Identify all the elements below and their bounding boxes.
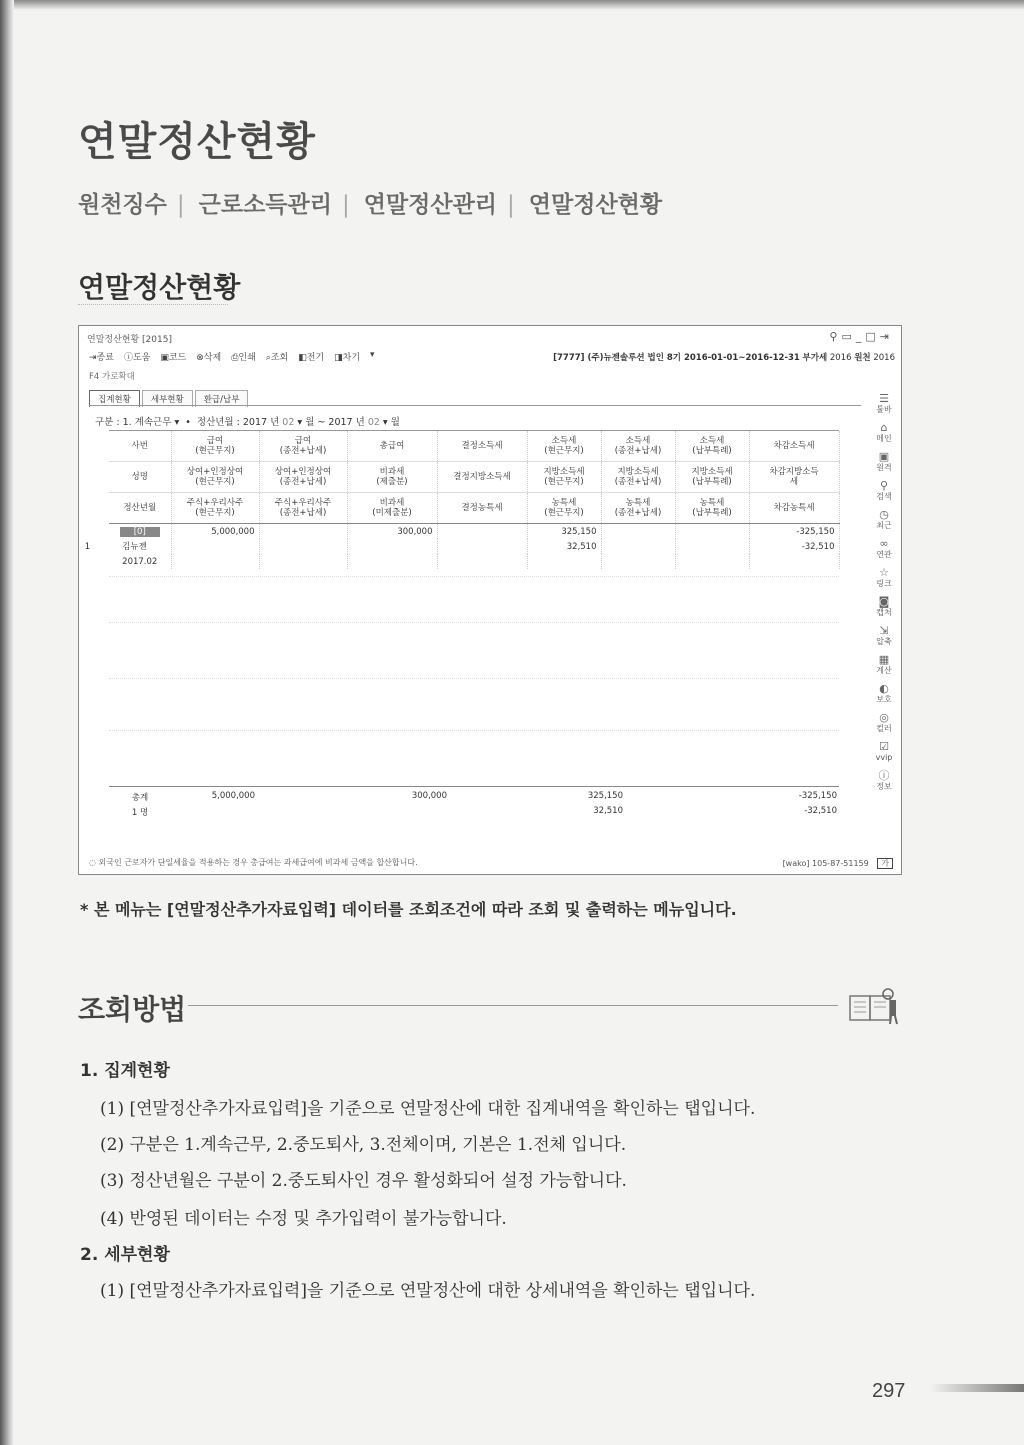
expand-hint[interactable]: F4 가로확대 (89, 372, 135, 382)
totals-count: 1 명 (131, 808, 149, 818)
company-info: [7777] (주)뉴젠솔루션 법인 8기 2016-01-01~2016-12-31 부가세 2016 원천 2016 (553, 353, 895, 363)
data-grid (84, 430, 839, 821)
status-right (783, 858, 893, 869)
exit-icon[interactable]: ⇥ (879, 330, 893, 343)
breadcrumb (78, 186, 666, 219)
tab-summary[interactable]: 집계현황 (89, 390, 140, 407)
section-title: 연말정산현황 (78, 271, 241, 304)
breadcrumb-item: 근로소득관리 (198, 192, 332, 218)
header-cell: 소득세 (납부특례) (675, 431, 749, 462)
breadcrumb-separator: | (507, 192, 515, 218)
scan-top-shadow (0, 0, 1024, 10)
remote-icon[interactable]: ▣ (878, 450, 890, 463)
table-row[interactable] (109, 539, 839, 554)
next-button[interactable]: ◨차기 (334, 353, 361, 363)
tab-divider (89, 405, 861, 406)
header-cell: 결정지방소득세 (437, 462, 527, 493)
local-tax-cell: 32,510 (527, 539, 601, 554)
header-cell: 상여+인정상여 (종전+납세) (259, 462, 347, 493)
paragraph: (3) 정산년월은 구분이 2.중도퇴사인 경우 활성화되어 설정 가능합니다. (100, 1171, 627, 1191)
search-icon[interactable]: ⚲ (829, 330, 842, 343)
status-message: 외국인 근로자가 단일세율을 적용하는 경우 총급여는 과세급여에 비과세 금액을 합산합니다. (98, 858, 418, 867)
header-cell: 주식+우리사주 (종전+납세) (259, 493, 347, 524)
header-cell: 정산년월 (109, 493, 171, 524)
header-cell: 총급여 (347, 431, 437, 462)
header-cell: 차감소득세 (749, 431, 839, 462)
grid-line (109, 622, 839, 623)
window-controls (829, 330, 893, 343)
toolbar (89, 350, 375, 363)
totals-net-income-tax: -325,150 (798, 791, 837, 801)
breadcrumb-item: 원천징수 (78, 192, 167, 218)
camera-icon[interactable]: ◙ (878, 595, 890, 608)
tab-detail[interactable]: 세부현황 (142, 390, 193, 407)
header-cell: 농특세 (종전+납세) (601, 493, 675, 524)
totals-label: 총계 (131, 793, 149, 803)
header-row-2 (109, 462, 839, 493)
paragraph: (1) [연말정산추가자료입력]을 기준으로 연말정산에 대한 상세내역을 확인하는 탭입니다. (100, 1281, 756, 1301)
input-mode-indicator[interactable]: 가 (877, 858, 893, 869)
compress-icon[interactable]: ⇲ (879, 624, 889, 637)
header-cell: 농특세 (현근무지) (527, 493, 601, 524)
method-title-rule (188, 1005, 838, 1006)
right-sidebar: ☰ 툴바 ⌂ 메인 ▣ 원격 ⚲ 검색 ◷ 최근 ∞ 연관 ☆ 링크 ◙ 캡처 ⇲ 압축 ▦ 계산 ◐ 보호 ◎ 컬러 ☑ vvip ⓘ 정보 (875, 392, 893, 791)
employee-code[interactable]: [0] (120, 527, 160, 537)
home-icon[interactable]: ⌂ (880, 421, 888, 434)
window-title: 연말정산현황 [2015] (87, 335, 172, 345)
breadcrumb-item: 연말정산관리 (363, 192, 498, 218)
employee-name: 1 김뉴젠 (109, 539, 171, 554)
header-cell: 결정농특세 (437, 493, 527, 524)
subsection-title: 2. 세부현황 (80, 1245, 170, 1265)
page-number: 297 (872, 1380, 906, 1402)
header-cell: 주식+우리사주 (현근무지) (171, 493, 259, 524)
header-cell: 소득세 (종전+납세) (601, 431, 675, 462)
grid-line (109, 576, 839, 577)
net-local-tax-cell: -32,510 (749, 539, 839, 554)
star-icon[interactable]: ☆ (879, 566, 889, 579)
status-user: [wako] 105-87-51159 (782, 859, 869, 868)
totals-nontax: 300,000 (411, 791, 447, 801)
maximize-icon[interactable]: □ (865, 330, 880, 343)
link-icon[interactable]: ∞ (879, 537, 889, 550)
book-reader-icon (846, 986, 902, 1026)
header-cell: 성명 (109, 462, 171, 493)
paragraph: (4) 반영된 데이터는 수정 및 추가입력이 불가능합니다. (100, 1209, 507, 1229)
header-cell: 차감지방소득 세 (749, 462, 839, 493)
settlement-period: 2017.02 (109, 554, 171, 569)
menu-note: * 본 메뉴는 [연말정산추가자료입력] 데이터를 조회조건에 따라 조회 및 출력하는 메뉴입니다. (80, 900, 737, 919)
header-cell: 지방소득세 (납부특례) (675, 462, 749, 493)
header-cell: 상여+인정상여 (현근무지) (171, 462, 259, 493)
app-window (78, 325, 902, 875)
chevron-down-icon: ▾ (174, 417, 180, 428)
print-button[interactable]: ⎙인쇄 (231, 353, 256, 363)
filter-bar: 구분 : 1. 계속근무 ▾ • 정산년월 : 2017 년 02 ▾ 월 ~ 2017 년 02 ▾ 월 (95, 417, 400, 428)
header-row-1 (109, 431, 839, 462)
query-button[interactable]: ⌕조회 (265, 353, 289, 363)
clock-icon[interactable]: ◷ (879, 508, 889, 521)
totals-salary: 5,000,000 (211, 791, 255, 801)
from-period[interactable]: 2017 년 02 ▾ 월 (242, 417, 315, 428)
header-cell: 급여 (종전+납세) (259, 431, 347, 462)
grid-line (109, 730, 839, 731)
table-row[interactable] (109, 554, 839, 569)
restore-icon[interactable]: ▭ (841, 330, 856, 343)
header-cell: 비과세 (제출분) (347, 462, 437, 493)
minimize-icon[interactable]: _ (855, 330, 866, 343)
header-cell: 차감농특세 (749, 493, 839, 524)
vvip-icon[interactable]: ☑ (879, 740, 889, 753)
header-cell: 급여 (현근무지) (171, 431, 259, 462)
row-number: 1 (84, 541, 91, 552)
header-cell: 비과세 (미제출분) (347, 493, 437, 524)
table-row[interactable] (109, 524, 839, 540)
paragraph: (1) [연말정산추가자료입력]을 기준으로 연말정산에 대한 집계내역을 확인하는 탭입니다. (100, 1099, 756, 1119)
breadcrumb-separator: | (176, 192, 185, 218)
grid-line (109, 678, 839, 679)
page-number-bar (930, 1384, 1024, 1392)
header-cell: 지방소득세 (현근무지) (527, 462, 601, 493)
totals-income-tax: 325,150 (587, 791, 623, 801)
totals-net-local-tax: -32,510 (804, 806, 837, 816)
category-select[interactable]: 1. 계속근무 ▾ (122, 417, 180, 428)
nontax-cell: 300,000 (347, 524, 437, 540)
section-underline (78, 304, 228, 305)
scan-left-shadow (0, 0, 14, 1445)
header-cell: 지방소득세 (종전+납세) (601, 462, 675, 493)
header-cell: 소득세 (현근무지) (527, 431, 601, 462)
page-title: 연말정산현황 (78, 119, 316, 165)
to-period[interactable]: 2017 년 02 ▾ 월 (328, 417, 400, 428)
header-row-3 (109, 493, 839, 524)
shield-icon[interactable]: ◐ (879, 682, 889, 695)
close-button[interactable]: ⇥종료 (89, 353, 114, 363)
net-income-tax-cell: -325,150 (749, 524, 839, 540)
calculator-icon[interactable]: ▦ (878, 653, 890, 666)
totals-local-tax: 32,510 (593, 806, 623, 816)
paragraph: (2) 구분은 1.계속근무, 2.중도퇴사, 3.전체이며, 기본은 1.전체 입니다. (100, 1135, 627, 1155)
code-button[interactable]: ▣코드 (160, 353, 187, 363)
tab-refund[interactable]: 환급/납부 (195, 390, 249, 407)
help-button[interactable]: ⓘ도움 (123, 353, 151, 363)
method-title: 조회방법 (78, 993, 187, 1026)
totals-row (109, 786, 839, 821)
header-cell: 결정소득세 (437, 431, 527, 462)
breadcrumb-item: 연말정산현황 (528, 192, 663, 218)
menu-icon[interactable]: ☰ (879, 392, 889, 405)
search-icon[interactable]: ⚲ (879, 479, 889, 492)
header-cell: 사번 (109, 431, 171, 462)
info-icon[interactable]: ⓘ (878, 769, 890, 782)
more-dropdown-icon[interactable]: ▾ (370, 350, 375, 360)
header-cell: 농특세 (납부특례) (675, 493, 749, 524)
salary-cell: 5,000,000 (171, 524, 259, 540)
breadcrumb-separator: | (341, 192, 350, 218)
subsection-title: 1. 집계현황 (80, 1061, 170, 1081)
status-bar (89, 857, 418, 868)
prev-button[interactable]: ◧전기 (298, 353, 325, 363)
delete-button[interactable]: ⊗삭제 (196, 353, 222, 363)
info-icon: ◌ (89, 858, 96, 867)
color-icon[interactable]: ◎ (879, 711, 889, 724)
income-tax-cell: 325,150 (527, 524, 601, 540)
